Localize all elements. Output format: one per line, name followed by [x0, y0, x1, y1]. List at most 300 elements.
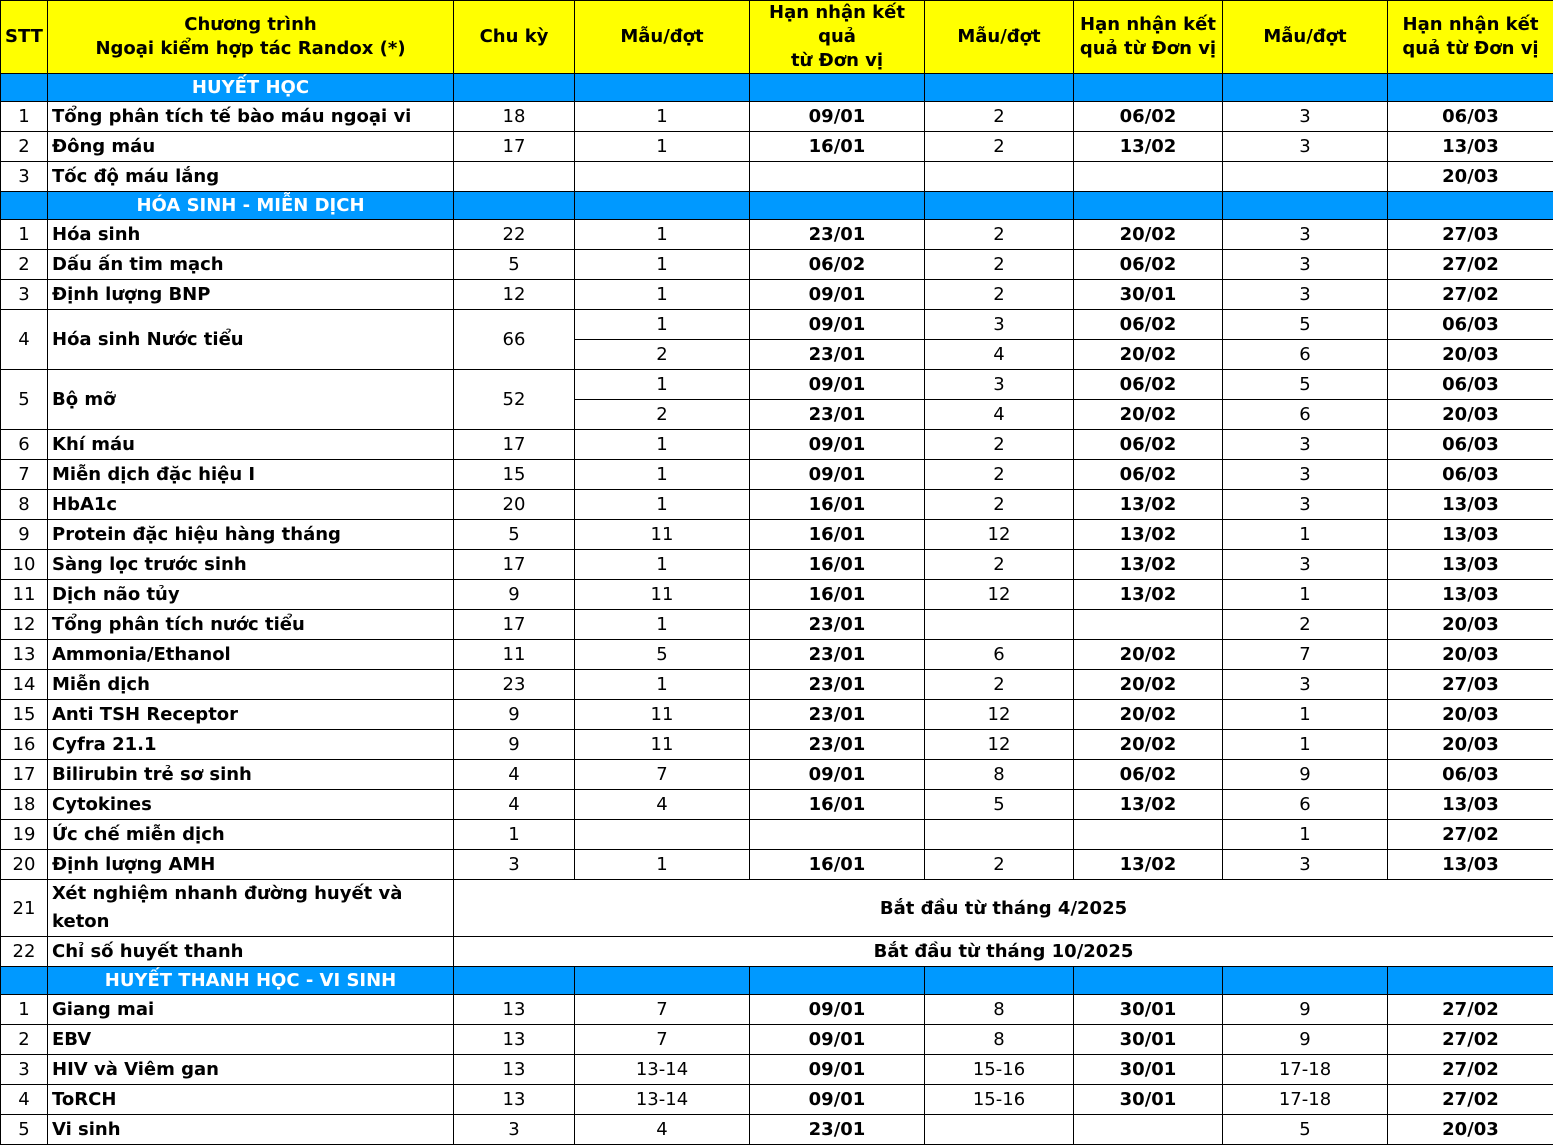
sample-2-cell: 8 — [925, 995, 1074, 1025]
deadline-2-cell: 06/02 — [1074, 250, 1223, 280]
header-program — [48, 1, 454, 74]
sample-1-cell: 1 — [575, 550, 750, 580]
stt-cell: 9 — [1, 520, 48, 550]
header-program-line2: Ngoại kiểm hợp tác Randox (*) — [52, 37, 449, 61]
program-name-cell: HIV và Viêm gan — [48, 1055, 454, 1085]
stt-cell: 3 — [1, 162, 48, 192]
table-row — [1, 730, 1553, 760]
section-filler-cell — [750, 967, 925, 995]
header-stt: STT — [1, 1, 48, 74]
header-deadline-1-line1: Hạn nhận kết quả — [754, 1, 920, 49]
table-row — [1, 220, 1553, 250]
sample-3-cell: 3 — [1223, 250, 1388, 280]
sample-2-cell: 12 — [925, 730, 1074, 760]
section-title: HUYẾT THANH HỌC - VI SINH — [48, 967, 454, 995]
sample-1-cell: 1 — [575, 280, 750, 310]
table-row — [1, 310, 1553, 340]
deadline-3-cell: 20/03 — [1388, 730, 1553, 760]
cycle-cell: 17 — [454, 132, 575, 162]
sample-2-cell: 12 — [925, 580, 1074, 610]
program-name-cell: Ammonia/Ethanol — [48, 640, 454, 670]
sample-1-cell: 11 — [575, 730, 750, 760]
sample-2-cell: 2 — [925, 102, 1074, 132]
program-name-cell: Cytokines — [48, 790, 454, 820]
sample-3-cell: 2 — [1223, 610, 1388, 640]
sample-1-cell: 1 — [575, 670, 750, 700]
sample-3-cell: 3 — [1223, 430, 1388, 460]
sample-1-cell: 13-14 — [575, 1055, 750, 1085]
section-filler-cell — [1074, 74, 1223, 102]
table-row — [1, 670, 1553, 700]
deadline-2-cell: 13/02 — [1074, 550, 1223, 580]
sample-3-cell: 17-18 — [1223, 1055, 1388, 1085]
deadline-1-cell: 09/01 — [750, 1055, 925, 1085]
sample-2-cell: 15-16 — [925, 1085, 1074, 1115]
sample-3-cell: 7 — [1223, 640, 1388, 670]
sample-3-cell: 3 — [1223, 280, 1388, 310]
sample-1-cell: 5 — [575, 640, 750, 670]
deadline-3-cell: 27/02 — [1388, 1085, 1553, 1115]
sample-2-cell: 2 — [925, 670, 1074, 700]
sample-1-cell — [575, 162, 750, 192]
deadline-2-cell: 30/01 — [1074, 280, 1223, 310]
deadline-1-cell: 23/01 — [750, 400, 925, 430]
deadline-2-cell: 13/02 — [1074, 520, 1223, 550]
sample-3-cell: 9 — [1223, 760, 1388, 790]
section-filler-cell — [454, 192, 575, 220]
deadline-1-cell: 09/01 — [750, 1025, 925, 1055]
cycle-cell: 5 — [454, 520, 575, 550]
sample-1-cell: 11 — [575, 700, 750, 730]
header-row — [1, 1, 1553, 74]
deadline-1-cell: 23/01 — [750, 700, 925, 730]
deadline-3-cell: 20/03 — [1388, 400, 1553, 430]
header-deadline-2-line2: quả từ Đơn vị — [1078, 37, 1218, 61]
cycle-cell: 18 — [454, 102, 575, 132]
cycle-cell: 11 — [454, 640, 575, 670]
deadline-1-cell: 09/01 — [750, 370, 925, 400]
program-name-cell: HbA1c — [48, 490, 454, 520]
section-filler-cell — [454, 74, 575, 102]
cycle-cell: 13 — [454, 1055, 575, 1085]
deadline-1-cell: 16/01 — [750, 850, 925, 880]
table-row — [1, 995, 1553, 1025]
deadline-3-cell: 27/03 — [1388, 670, 1553, 700]
cycle-cell: 66 — [454, 310, 575, 370]
sample-1-cell: 2 — [575, 400, 750, 430]
table-row — [1, 820, 1553, 850]
program-name-cell: Hóa sinh Nước tiểu — [48, 310, 454, 370]
deadline-1-cell: 16/01 — [750, 550, 925, 580]
deadline-3-cell: 13/03 — [1388, 850, 1553, 880]
sample-2-cell: 2 — [925, 220, 1074, 250]
deadline-2-cell: 20/02 — [1074, 340, 1223, 370]
header-program-line1: Chương trình — [52, 13, 449, 37]
section-filler-cell — [1388, 192, 1553, 220]
stt-cell: 7 — [1, 460, 48, 490]
cycle-cell: 20 — [454, 490, 575, 520]
section-stt-cell — [1, 967, 48, 995]
sample-3-cell: 3 — [1223, 460, 1388, 490]
program-name-cell: Sàng lọc trước sinh — [48, 550, 454, 580]
sample-3-cell: 3 — [1223, 670, 1388, 700]
sample-3-cell: 3 — [1223, 132, 1388, 162]
deadline-3-cell: 13/03 — [1388, 520, 1553, 550]
sample-1-cell: 7 — [575, 760, 750, 790]
stt-cell: 3 — [1, 1055, 48, 1085]
header-sample-2: Mẫu/đợt — [925, 1, 1074, 74]
stt-cell: 18 — [1, 790, 48, 820]
table-row — [1, 550, 1553, 580]
cycle-cell — [454, 162, 575, 192]
deadline-1-cell: 16/01 — [750, 580, 925, 610]
stt-cell: 4 — [1, 1085, 48, 1115]
sample-2-cell: 2 — [925, 250, 1074, 280]
section-title: HUYẾT HỌC — [48, 74, 454, 102]
deadline-2-cell: 13/02 — [1074, 580, 1223, 610]
header-deadline-2 — [1074, 1, 1223, 74]
deadline-3-cell: 27/02 — [1388, 1055, 1553, 1085]
deadline-2-cell: 30/01 — [1074, 995, 1223, 1025]
header-sample-3: Mẫu/đợt — [1223, 1, 1388, 74]
sample-3-cell: 6 — [1223, 400, 1388, 430]
table-row — [1, 250, 1553, 280]
stt-cell: 15 — [1, 700, 48, 730]
sample-3-cell: 9 — [1223, 995, 1388, 1025]
sample-2-cell: 4 — [925, 400, 1074, 430]
table-row — [1, 610, 1553, 640]
deadline-1-cell: 09/01 — [750, 1085, 925, 1115]
stt-cell: 10 — [1, 550, 48, 580]
sample-1-cell: 1 — [575, 370, 750, 400]
sample-1-cell: 11 — [575, 580, 750, 610]
deadline-2-cell: 20/02 — [1074, 640, 1223, 670]
sample-2-cell — [925, 1115, 1074, 1145]
cycle-cell: 22 — [454, 220, 575, 250]
table-row — [1, 700, 1553, 730]
stt-cell: 8 — [1, 490, 48, 520]
program-name-cell: Đông máu — [48, 132, 454, 162]
sample-2-cell — [925, 610, 1074, 640]
cycle-cell: 13 — [454, 995, 575, 1025]
deadline-2-cell — [1074, 162, 1223, 192]
sample-2-cell: 2 — [925, 280, 1074, 310]
schedule-note-cell: Bắt đầu từ tháng 4/2025 — [454, 880, 1553, 937]
section-filler-cell — [750, 74, 925, 102]
table-row — [1, 520, 1553, 550]
program-name-cell: Cyfra 21.1 — [48, 730, 454, 760]
sample-1-cell: 1 — [575, 132, 750, 162]
cycle-cell: 17 — [454, 430, 575, 460]
stt-cell: 2 — [1, 132, 48, 162]
program-name-cell: Dịch não tủy — [48, 580, 454, 610]
cycle-cell: 3 — [454, 850, 575, 880]
deadline-1-cell: 09/01 — [750, 102, 925, 132]
cycle-cell: 5 — [454, 250, 575, 280]
sample-1-cell: 1 — [575, 220, 750, 250]
table-row — [1, 880, 1553, 937]
cycle-cell: 9 — [454, 730, 575, 760]
sample-1-cell: 1 — [575, 850, 750, 880]
deadline-3-cell: 20/03 — [1388, 1115, 1553, 1145]
stt-cell: 1 — [1, 102, 48, 132]
deadline-1-cell: 23/01 — [750, 670, 925, 700]
sample-2-cell: 2 — [925, 132, 1074, 162]
sample-2-cell: 6 — [925, 640, 1074, 670]
deadline-2-cell: 13/02 — [1074, 790, 1223, 820]
deadline-2-cell: 20/02 — [1074, 730, 1223, 760]
stt-cell: 6 — [1, 430, 48, 460]
deadline-2-cell: 06/02 — [1074, 102, 1223, 132]
deadline-2-cell: 20/02 — [1074, 400, 1223, 430]
deadline-1-cell: 06/02 — [750, 250, 925, 280]
table-row — [1, 790, 1553, 820]
section-filler-cell — [925, 192, 1074, 220]
sample-3-cell: 3 — [1223, 220, 1388, 250]
stt-cell: 19 — [1, 820, 48, 850]
program-name-cell: Xét nghiệm nhanh đường huyết và keton — [48, 880, 454, 937]
deadline-1-cell: 09/01 — [750, 760, 925, 790]
deadline-1-cell: 16/01 — [750, 790, 925, 820]
cycle-cell: 52 — [454, 370, 575, 430]
sample-2-cell: 2 — [925, 490, 1074, 520]
sample-3-cell: 1 — [1223, 820, 1388, 850]
stt-cell: 2 — [1, 250, 48, 280]
table-row — [1, 937, 1553, 967]
stt-cell: 1 — [1, 220, 48, 250]
cycle-cell: 12 — [454, 280, 575, 310]
table-body — [1, 74, 1553, 1145]
program-name-cell: Chỉ số huyết thanh — [48, 937, 454, 967]
sample-1-cell: 1 — [575, 310, 750, 340]
section-stt-cell — [1, 74, 48, 102]
deadline-3-cell: 20/03 — [1388, 700, 1553, 730]
sample-2-cell — [925, 162, 1074, 192]
deadline-3-cell: 27/02 — [1388, 280, 1553, 310]
stt-cell: 2 — [1, 1025, 48, 1055]
section-filler-cell — [1388, 967, 1553, 995]
stt-cell: 14 — [1, 670, 48, 700]
section-filler-cell — [1074, 192, 1223, 220]
stt-cell: 12 — [1, 610, 48, 640]
header-cycle: Chu kỳ — [454, 1, 575, 74]
sample-3-cell: 1 — [1223, 580, 1388, 610]
section-filler-cell — [1223, 192, 1388, 220]
sample-2-cell: 5 — [925, 790, 1074, 820]
program-name-cell: Dấu ấn tim mạch — [48, 250, 454, 280]
sample-1-cell: 1 — [575, 460, 750, 490]
sample-1-cell: 2 — [575, 340, 750, 370]
program-name-cell: Bộ mỡ — [48, 370, 454, 430]
deadline-3-cell: 06/03 — [1388, 370, 1553, 400]
sample-2-cell: 3 — [925, 310, 1074, 340]
sample-1-cell: 1 — [575, 430, 750, 460]
deadline-2-cell: 13/02 — [1074, 490, 1223, 520]
program-name-cell: Ức chế miễn dịch — [48, 820, 454, 850]
table-row — [1, 640, 1553, 670]
deadline-1-cell — [750, 820, 925, 850]
deadline-3-cell: 20/03 — [1388, 162, 1553, 192]
program-name-cell: Miễn dịch đặc hiệu I — [48, 460, 454, 490]
deadline-2-cell: 06/02 — [1074, 430, 1223, 460]
sample-3-cell: 9 — [1223, 1025, 1388, 1055]
section-filler-cell — [1223, 967, 1388, 995]
deadline-1-cell: 23/01 — [750, 220, 925, 250]
deadline-3-cell: 27/02 — [1388, 820, 1553, 850]
stt-cell: 20 — [1, 850, 48, 880]
sample-1-cell — [575, 820, 750, 850]
deadline-3-cell: 13/03 — [1388, 132, 1553, 162]
header-deadline-1-line2: từ Đơn vị — [754, 49, 920, 73]
deadline-3-cell: 27/02 — [1388, 250, 1553, 280]
sample-3-cell — [1223, 162, 1388, 192]
section-filler-cell — [1074, 967, 1223, 995]
deadline-1-cell — [750, 162, 925, 192]
sample-2-cell: 12 — [925, 700, 1074, 730]
deadline-2-cell: 13/02 — [1074, 132, 1223, 162]
table-row — [1, 1085, 1553, 1115]
sample-3-cell: 6 — [1223, 790, 1388, 820]
deadline-1-cell: 09/01 — [750, 280, 925, 310]
section-filler-cell — [454, 967, 575, 995]
program-name-cell: Khí máu — [48, 430, 454, 460]
deadline-2-cell: 20/02 — [1074, 700, 1223, 730]
sample-3-cell: 5 — [1223, 310, 1388, 340]
deadline-1-cell: 09/01 — [750, 310, 925, 340]
section-header-row — [1, 192, 1553, 220]
section-filler-cell — [1223, 74, 1388, 102]
cycle-cell: 4 — [454, 760, 575, 790]
sample-1-cell: 13-14 — [575, 1085, 750, 1115]
cycle-cell: 9 — [454, 580, 575, 610]
sample-3-cell: 6 — [1223, 340, 1388, 370]
cycle-cell: 9 — [454, 700, 575, 730]
sample-2-cell: 2 — [925, 550, 1074, 580]
deadline-1-cell: 23/01 — [750, 730, 925, 760]
deadline-2-cell: 06/02 — [1074, 460, 1223, 490]
program-name-cell: EBV — [48, 1025, 454, 1055]
deadline-1-cell: 09/01 — [750, 460, 925, 490]
table-row — [1, 580, 1553, 610]
deadline-1-cell: 09/01 — [750, 430, 925, 460]
sample-3-cell: 17-18 — [1223, 1085, 1388, 1115]
sample-3-cell: 3 — [1223, 850, 1388, 880]
deadline-1-cell: 23/01 — [750, 640, 925, 670]
sample-3-cell: 5 — [1223, 1115, 1388, 1145]
deadline-1-cell: 16/01 — [750, 490, 925, 520]
deadline-3-cell: 06/03 — [1388, 102, 1553, 132]
sample-2-cell: 2 — [925, 430, 1074, 460]
cycle-cell: 23 — [454, 670, 575, 700]
program-name-cell: Tổng phân tích tế bào máu ngoại vi — [48, 102, 454, 132]
stt-cell: 16 — [1, 730, 48, 760]
sample-1-cell: 1 — [575, 102, 750, 132]
deadline-3-cell: 27/03 — [1388, 220, 1553, 250]
stt-cell: 3 — [1, 280, 48, 310]
header-deadline-3-line1: Hạn nhận kết — [1392, 13, 1549, 37]
table-row — [1, 460, 1553, 490]
sample-2-cell: 8 — [925, 1025, 1074, 1055]
deadline-3-cell: 20/03 — [1388, 640, 1553, 670]
deadline-2-cell: 30/01 — [1074, 1055, 1223, 1085]
sample-3-cell: 1 — [1223, 730, 1388, 760]
program-name-cell: ToRCH — [48, 1085, 454, 1115]
stt-cell: 21 — [1, 880, 48, 937]
header-sample-1: Mẫu/đợt — [575, 1, 750, 74]
table-row — [1, 102, 1553, 132]
table-row — [1, 1055, 1553, 1085]
deadline-1-cell: 16/01 — [750, 520, 925, 550]
sample-3-cell: 1 — [1223, 700, 1388, 730]
sample-3-cell: 1 — [1223, 520, 1388, 550]
program-name-cell: Giang mai — [48, 995, 454, 1025]
table-row — [1, 132, 1553, 162]
deadline-3-cell: 06/03 — [1388, 430, 1553, 460]
program-name-cell: Vi sinh — [48, 1115, 454, 1145]
deadline-2-cell: 20/02 — [1074, 220, 1223, 250]
section-filler-cell — [750, 192, 925, 220]
sample-2-cell: 2 — [925, 850, 1074, 880]
deadline-2-cell — [1074, 610, 1223, 640]
sample-2-cell: 8 — [925, 760, 1074, 790]
section-title: HÓA SINH - MIỄN DỊCH — [48, 192, 454, 220]
deadline-3-cell: 27/02 — [1388, 1025, 1553, 1055]
deadline-1-cell: 09/01 — [750, 995, 925, 1025]
table-row — [1, 850, 1553, 880]
table-row — [1, 430, 1553, 460]
sample-1-cell: 7 — [575, 1025, 750, 1055]
deadline-2-cell — [1074, 820, 1223, 850]
cycle-cell: 15 — [454, 460, 575, 490]
deadline-3-cell: 06/03 — [1388, 760, 1553, 790]
stt-cell: 11 — [1, 580, 48, 610]
sample-1-cell: 1 — [575, 610, 750, 640]
sample-2-cell: 3 — [925, 370, 1074, 400]
section-filler-cell — [575, 192, 750, 220]
deadline-2-cell: 30/01 — [1074, 1085, 1223, 1115]
deadline-3-cell: 06/03 — [1388, 310, 1553, 340]
section-stt-cell — [1, 192, 48, 220]
table-row — [1, 370, 1553, 400]
sample-1-cell: 4 — [575, 790, 750, 820]
cycle-cell: 4 — [454, 790, 575, 820]
deadline-2-cell: 30/01 — [1074, 1025, 1223, 1055]
deadline-1-cell: 23/01 — [750, 610, 925, 640]
sample-3-cell: 3 — [1223, 102, 1388, 132]
stt-cell: 5 — [1, 370, 48, 430]
section-filler-cell — [925, 967, 1074, 995]
deadline-1-cell: 23/01 — [750, 340, 925, 370]
sample-1-cell: 7 — [575, 995, 750, 1025]
table-row — [1, 490, 1553, 520]
stt-cell: 1 — [1, 995, 48, 1025]
section-header-row — [1, 967, 1553, 995]
deadline-3-cell: 06/03 — [1388, 460, 1553, 490]
program-name-cell: Định lượng AMH — [48, 850, 454, 880]
cycle-cell: 13 — [454, 1085, 575, 1115]
deadline-3-cell: 20/03 — [1388, 340, 1553, 370]
program-name-cell: Anti TSH Receptor — [48, 700, 454, 730]
program-name-cell: Định lượng BNP — [48, 280, 454, 310]
header-deadline-2-line1: Hạn nhận kết — [1078, 13, 1218, 37]
stt-cell: 5 — [1, 1115, 48, 1145]
sample-2-cell: 4 — [925, 340, 1074, 370]
stt-cell: 17 — [1, 760, 48, 790]
table-row — [1, 1115, 1553, 1145]
program-name-cell: Protein đặc hiệu hàng tháng — [48, 520, 454, 550]
deadline-2-cell: 06/02 — [1074, 370, 1223, 400]
header-deadline-3 — [1388, 1, 1553, 74]
